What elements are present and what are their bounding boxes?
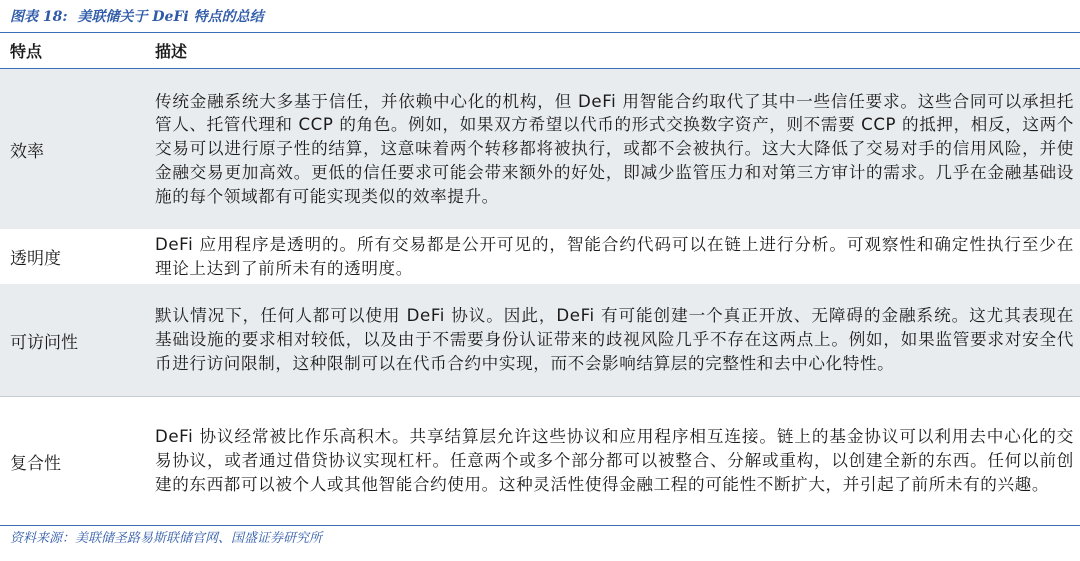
row-description: 传统金融系统大多基于信任，并依赖中心化的机构，但 DeFi 用智能合约取代了其中一些信任要求。这些合同可以承担托管人、托管代理和 CCP 的角色。例如，如果双方希望以代币的形式交换数字资产，则不需要 CCP 的抵押，相反，这两个交易可以进行原子性的结算，这意味着两个转移都将被执行，或都不会被执行。这大大降低了交易对手的信用风险，并使金融交易更加高效。更低的信任要求可能会带来额外的好处，即减少监管压力和对第三方审计的需求。几乎在金融基础设施的每个领域都有可能实现类似的效率提升。 [155,91,1074,206]
row-description: 默认情况下，任何人都可以使用 DeFi 协议。因此，DeFi 有可能创建一个真正开放、无障碍的金融系统。这尤其表现在基础设施的要求相对较低，以及由于不需要身份认证带来的歧视风险几乎不存在这两点上。例如，如果监管要求对安全代币进行访问限制，这种限制可以在代币合约中实现，而不会影响结算层的完整性和去中心化特性。 [155,306,1074,373]
table-row-accessibility [0,284,1080,396]
row-label: 效率 [10,141,44,162]
row-description: DeFi 协议经常被比作乐高积木。共享结算层允许这些协议和应用程序相互连接。链上的基金协议可以利用去中心化的交易协议，或者通过借贷协议实现杠杆。任意两个或多个部分都可以被整合、分解或重构，以创建全新的东西。任何以前创建的东西都可以被个人或其他智能合约使用。这种灵活性使得金融工程的可能性不断扩大，并引起了前所未有的兴趣。 [155,427,1074,494]
row-label: 透明度 [10,249,61,269]
row-label: 可访问性 [10,332,78,353]
table-header [0,33,1080,69]
figure-caption [0,0,1080,33]
row-description: DeFi 应用程序是透明的。所有交易都是公开可见的，智能合约代码可以在链上进行分析。可观察性和确定性执行至少在理论上达到了前所未有的透明度。 [155,234,1074,278]
figure-title: 美联储关于 DeFi 特点的总结 [77,9,264,25]
figure-number: 图表 18: [10,9,68,25]
table-row-transparency [0,229,1080,284]
table-row-composability [0,396,1080,525]
row-label: 复合性 [10,453,61,474]
table-row-efficiency [0,69,1080,229]
header-feature: 特点 [10,42,43,61]
source-note: 资料来源：美联储圣路易斯联储官网、国盛证券研究所 [0,525,1080,547]
header-description: 描述 [155,42,188,61]
